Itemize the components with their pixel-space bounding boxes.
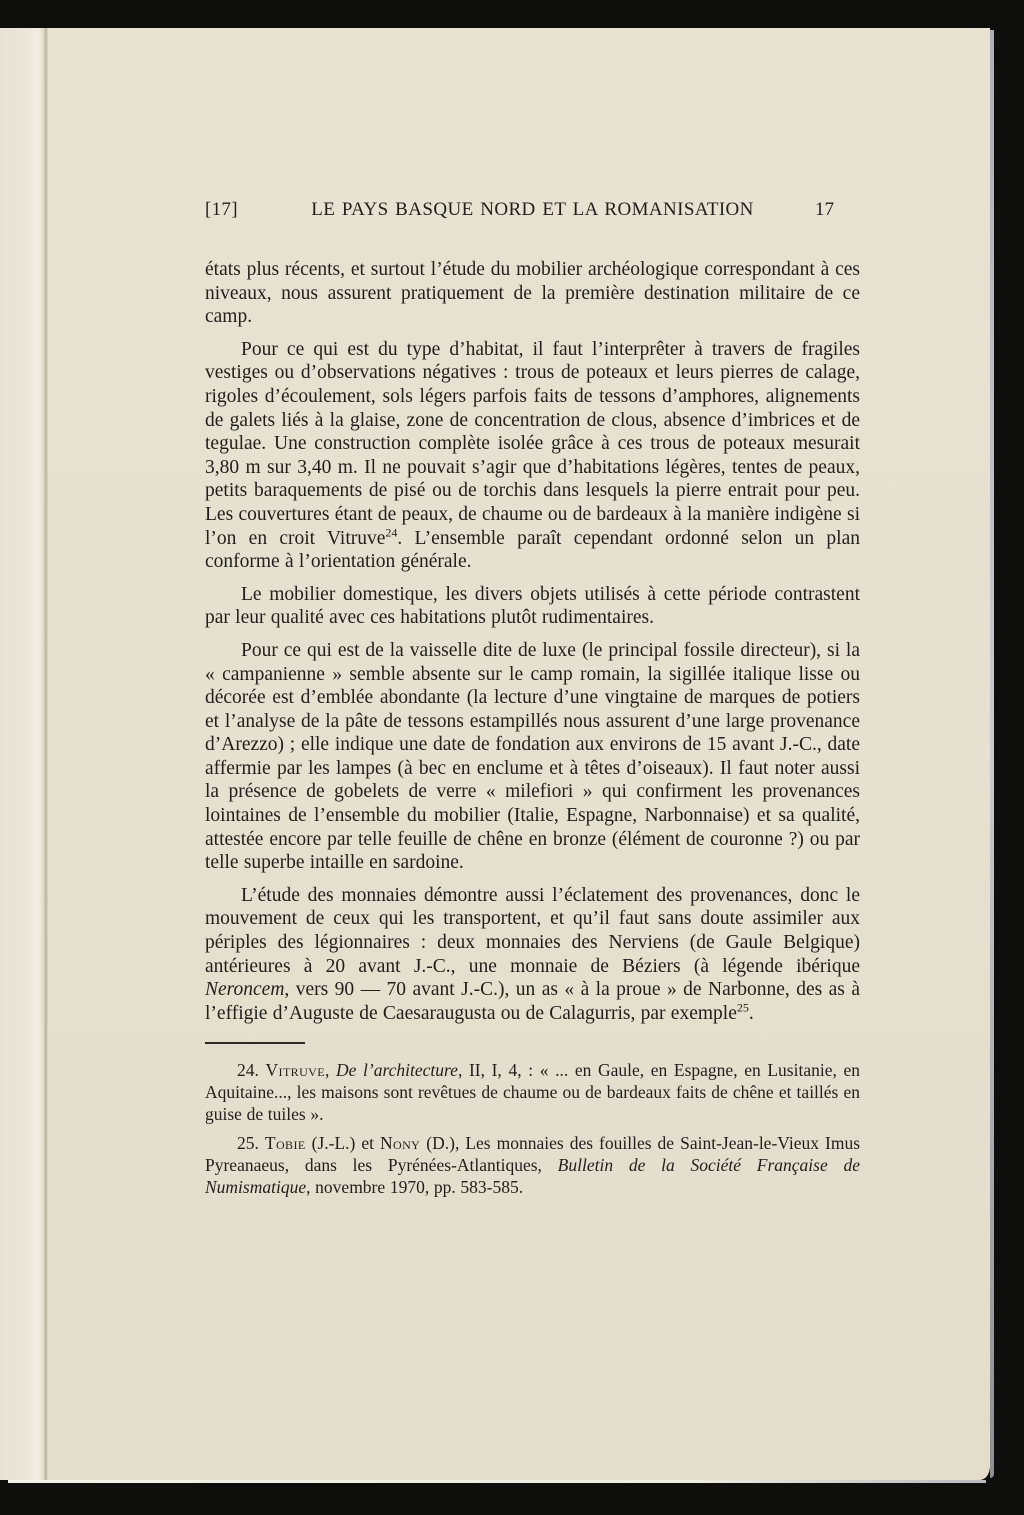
body-paragraph	[205, 884, 860, 1026]
body-paragraph	[205, 639, 860, 875]
text-segment: , novembre 1970, pp. 583-585.	[306, 1177, 524, 1198]
body-paragraph	[205, 258, 860, 329]
footnote-reference: 24	[385, 525, 398, 540]
footnote-reference: 25	[736, 1000, 749, 1015]
text-segment: De l’architecture	[335, 1060, 458, 1081]
book-page	[0, 28, 990, 1480]
text-segment: .	[748, 1002, 754, 1024]
previous-page-edge	[0, 28, 44, 1480]
body-text	[205, 258, 860, 1025]
text-segment: Pour ce qui est de la vaisselle dite de luxe (le principal fossile directeur), si la « campanienne » semble absente sur le camp romain, la sigillée italique lisse ou décorée est d’emblée abondante (la lecture d’une vingtaine de marques de potiers et l’analyse de la pâte de tessons estampillés nous assurent d’une large provenance d’Arezzo) ; elle indique une date de fondation aux environs de 15 avant J.-C., date affermie par les lampes (à bec en enclume et à têtes d’oiseaux). Il faut noter aussi la présence de gobelets de verre « milefiori » qui confirment les provenances lointaines de l’ensemble du mobilier (Italie, Espagne, Narbonnaise) et sa qualité, attestée encore par telle feuille de chêne en bronze (élément de couronne ?) ou par telle superbe intaille en sardoine.	[205, 639, 860, 874]
text-segment: Bulletin de la Société Française de Numismatique	[205, 1155, 860, 1198]
margin-folio: [17]	[205, 199, 238, 220]
footnote-separator	[205, 1042, 305, 1044]
text-segment: , II, I, 4, : « ... en Gaule, en Espagne, en Lusitanie, en Aquitaine..., les maisons sont revêtues de chaume ou de bardeaux faits de chêne et taillés en guise de tuiles ».	[205, 1060, 860, 1125]
footnote	[205, 1132, 860, 1198]
footnotes	[205, 1059, 860, 1198]
page-bottom-edge	[8, 1480, 986, 1483]
text-segment: états plus récents, et surtout l’étude du mobilier archéologique correspondant à ces niveaux, nous assurent pratiquement de la première destination militaire de ce camp.	[205, 259, 860, 328]
text-segment: (J.-L.) et	[305, 1133, 381, 1154]
text-segment: Neroncem	[205, 979, 285, 1001]
text-segment: . L’ensemble paraît cependant ordonné selon un plan conforme à l’orientation générale.	[205, 527, 860, 573]
text-segment: Vitruve	[265, 1060, 325, 1081]
text-segment: Pour ce qui est du type d’habitat, il faut l’interprêter à travers de fragiles vestiges ou d’observations négatives : trous de poteaux et leurs pierres de calage, rigoles d’écoulement, sols légers parfois faits de tessons d’amphores, alignements de galets liés à la glaise, zone de concentration de clous, absence d’imbrices et de tegulae. Une construction complète isolée grâce à ces trous de poteaux mesurait 3,80 m sur 3,40 m. Il ne pouvait s’agir que d’habitations légères, tentes de peaux, petits baraquements de pisé ou de torchis dans lesquels la pierre entrait pour peu. Les couvertures étant de peaux, de chaume ou de bardeaux à la manière indigène si l’on en croit Vitruve	[205, 338, 860, 549]
text-segment: L’étude des monnaies démontre aussi l’éclatement des provenances, donc le mouvement de ceux qui les transportent, et qu’il faut sans doute assimiler aux périples des légionnaires : deux monnaies des Nerviens (de Gaule Belgique) antérieures à 20 avant J.-C., une monnaie de Béziers (à légende ibérique	[205, 884, 860, 977]
text-segment: Tobie	[264, 1133, 306, 1154]
text-column	[205, 198, 860, 1205]
page-right-edge	[990, 30, 994, 1478]
text-segment: Le mobilier domestique, les divers objets utilisés à cette période contrastent par leur qualité avec ces habitations plutôt rudimentaires.	[205, 583, 860, 629]
text-segment: ,	[324, 1060, 336, 1081]
page-number: 17	[815, 199, 834, 220]
text-segment: Nony	[380, 1133, 421, 1154]
text-segment: 24.	[237, 1060, 266, 1081]
text-segment: 25.	[237, 1133, 265, 1154]
text-segment: (D.), Les monnaies des fouilles de Saint-Jean-le-Vieux Imus Pyreanaeus, dans les Pyrénées-Atlantiques,	[205, 1133, 861, 1176]
text-segment: , vers 90 — 70 avant J.-C.), un as « à la proue » de Narbonne, des as à l’effigie d’Auguste de Caesaraugusta ou de Calagurris, par exemple	[205, 979, 860, 1024]
body-paragraph	[205, 338, 860, 574]
running-header	[205, 198, 860, 222]
gutter-crease	[44, 28, 48, 1480]
running-title: LE PAYS BASQUE NORD ET LA ROMANISATION	[311, 199, 754, 220]
body-paragraph	[205, 583, 860, 630]
footnote	[205, 1059, 860, 1125]
